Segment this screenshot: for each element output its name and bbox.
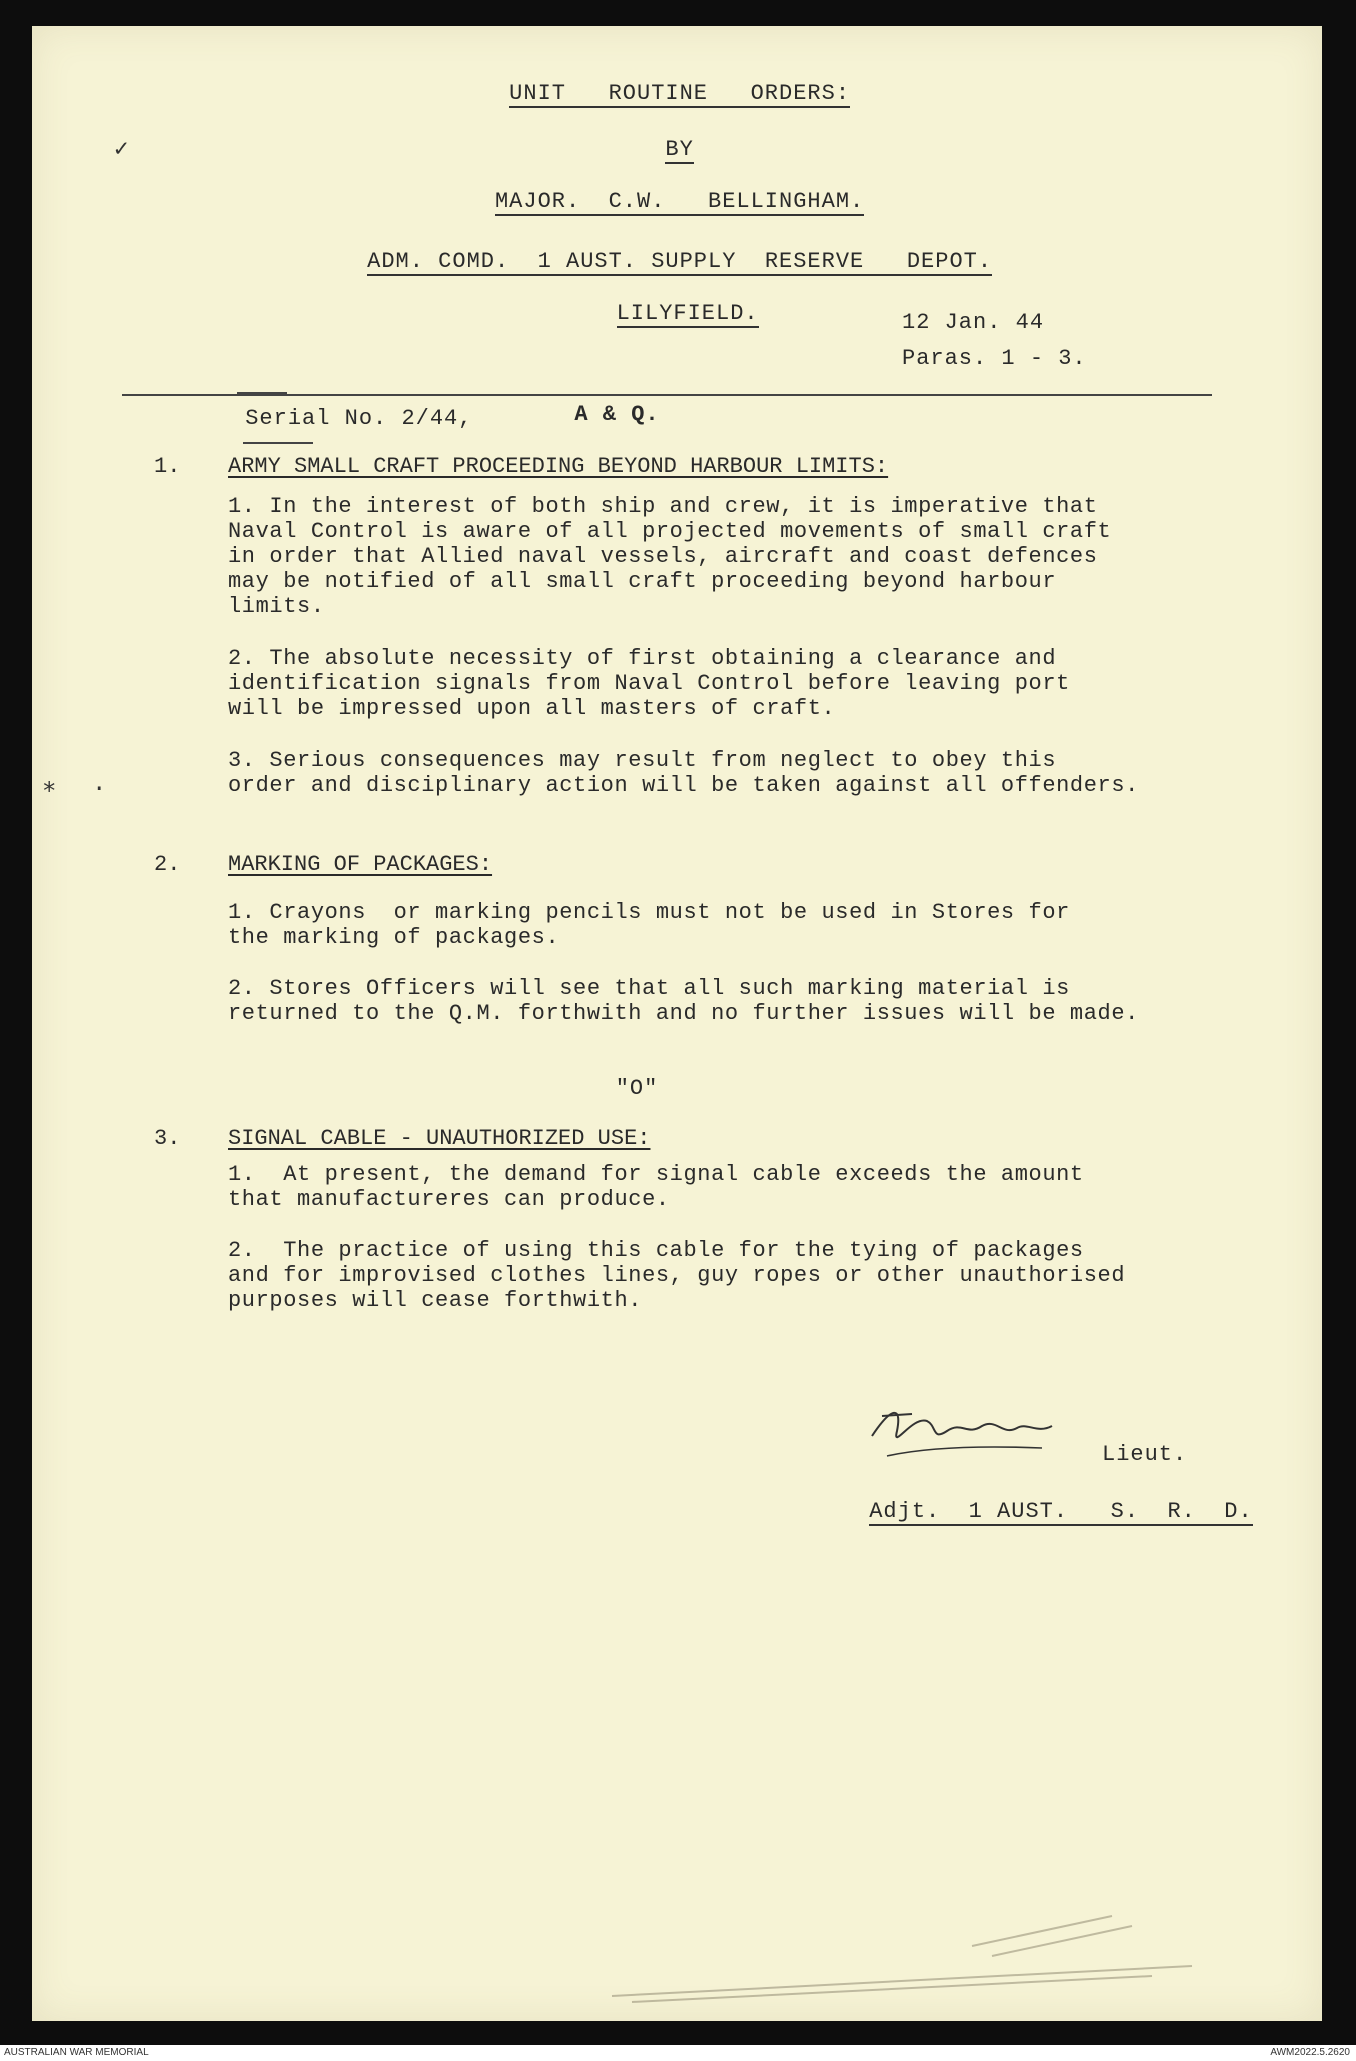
para-3-title: SIGNAL CABLE - UNAUTHORIZED USE:: [228, 1126, 651, 1151]
signatory-appointment-wrap: [784, 1474, 1253, 1549]
margin-mark: ✓: [114, 137, 129, 164]
para-1-item-3: 3. Serious consequences may result from neglect to obey this order and disciplinary action will be taken against all offenders.: [228, 748, 1139, 798]
document-page: [32, 26, 1322, 2021]
signatory-rank: Lieut.: [1102, 1442, 1188, 1467]
margin-mark: ∗: [42, 775, 57, 802]
para-3-item-2: 2. The practice of using this cable for the tying of packages and for improvised clothes lines, guy ropes or other unauthorised purposes will cease forthwith.: [228, 1238, 1126, 1313]
order-title: UNIT ROUTINE ORDERS:: [509, 81, 851, 106]
signatory-appointment: Adjt. 1 AUST. S. R. D.: [869, 1499, 1253, 1524]
para-2-item-2: 2. Stores Officers will see that all such marking material is returned to the Q.M. forthwith and no further issues will be made.: [228, 976, 1139, 1026]
para-1-item-2: 2. The absolute necessity of first obtaining a clearance and identification signals from Naval Control before leaving port will be impressed upon all masters of craft.: [228, 646, 1070, 721]
para-2-number: 2.: [154, 852, 181, 877]
unit-name: ADM. COMD. 1 AUST. SUPPLY RESERVE DEPOT.: [367, 249, 993, 274]
institution-name: AUSTRALIAN WAR MEMORIAL: [4, 2047, 149, 2058]
issuer-name: MAJOR. C.W. BELLINGHAM.: [494, 189, 865, 214]
margin-mark: ·: [92, 776, 107, 803]
catalogue-number: AWM2022.5.2620: [1270, 2047, 1350, 2058]
paras-range: Paras. 1 - 3.: [902, 346, 1087, 371]
para-2-title: MARKING OF PACKAGES:: [228, 852, 493, 877]
para-1-number: 1.: [154, 454, 181, 479]
para-3-number: 3.: [154, 1126, 181, 1151]
serial-dash-right: [243, 442, 313, 444]
para-2-item-1: 1. Crayons or marking pencils must not be used in Stores for the marking of packages.: [228, 900, 1070, 950]
section-marker: "O": [615, 1076, 659, 1101]
serial-number: Serial No. 2/44,: [245, 406, 473, 431]
archive-footer: [0, 2045, 1356, 2061]
header-rule: [122, 394, 1212, 396]
location-wrap: [0, 276, 1290, 351]
para-1-title: ARMY SMALL CRAFT PROCEEDING BEYOND HARBOUR LIMITS:: [228, 454, 889, 479]
handwritten-signature: [852, 1396, 1072, 1466]
para-3-item-1: 1. At present, the demand for signal cable exceeds the amount that manufactureres can produce.: [228, 1162, 1084, 1212]
section-code: A & Q.: [574, 402, 660, 427]
order-date: 12 Jan. 44: [902, 310, 1045, 335]
by-line: BY: [665, 137, 694, 162]
faint-stamp-impression: [592, 1906, 1232, 2016]
para-1-item-1: 1. In the interest of both ship and crew, it is imperative that Naval Control is aware of all projected movements of small craft in order that Allied naval vessels, aircraft and coast defences may be notified of all small craft proceeding beyond harbour limits.: [228, 494, 1112, 619]
location: LILYFIELD.: [616, 301, 759, 326]
